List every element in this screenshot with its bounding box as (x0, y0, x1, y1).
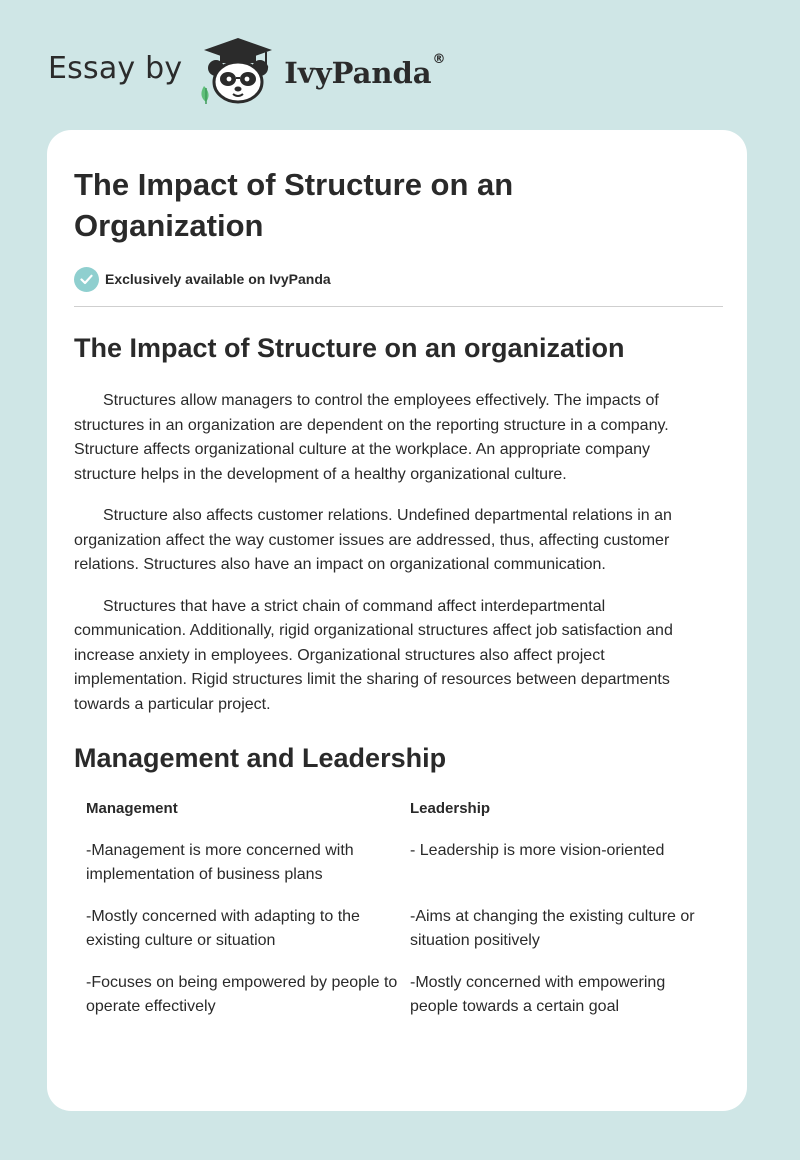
brand-name: IvyPanda® (284, 52, 446, 90)
table-row (86, 971, 716, 1020)
table-cell: -Mostly concerned with adapting to the existing culture or situation (86, 907, 360, 949)
panda-graduate-icon (196, 36, 280, 106)
comparison-table (86, 797, 716, 1020)
divider (74, 306, 723, 307)
check-circle-icon (74, 267, 99, 292)
table-cell: -Mostly concerned with empowering people towards a certain goal (410, 973, 666, 1015)
exclusive-badge (74, 266, 721, 292)
table-row (86, 905, 716, 954)
table-cell: -Management is more concerned with implementation of business plans (86, 841, 354, 883)
paragraph: Structures that have a strict chain of command affect interdepartmental communication. Additionally, rigid organizational structures affect job satisfaction and increase anxiety in employees. Organizational structures also affect project implementation. Rigid structures limit the sharing of resources between departments towards a particular project. (74, 597, 673, 713)
section-heading: The Impact of Structure on an organization (74, 333, 625, 363)
paragraph: Structure also affects customer relations. Undefined departmental relations in an organization affect the way customer issues are addressed, thus, affecting customer relations. Structures also have an impact on organizational communication. (74, 507, 672, 573)
section-heading: Management and Leadership (74, 743, 447, 773)
brand-prefix: Essay by (48, 50, 183, 86)
table-cell: - Leadership is more vision-oriented (410, 841, 665, 859)
table-cell: -Focuses on being empowered by people to operate effectively (86, 973, 398, 1015)
table-cell: -Aims at changing the existing culture or situation positively (410, 907, 695, 949)
essay-card (47, 130, 747, 1111)
table-header-row (86, 797, 716, 822)
brand-header (48, 36, 446, 106)
paragraph: Structures allow managers to control the employees effectively. The impacts of structures in an organization are dependent on the reporting structure in a company. Structure affects organizational culture at the workplace. An appropriate company structure helps in the development of a healthy organizational culture. (74, 392, 669, 483)
exclusive-badge-text: Exclusively available on IvyPanda (105, 271, 331, 287)
table-header-cell: Leadership (410, 800, 491, 817)
table-header-cell: Management (86, 800, 178, 817)
page-title: The Impact of Structure on an Organization (74, 167, 514, 243)
table-row (86, 839, 716, 888)
